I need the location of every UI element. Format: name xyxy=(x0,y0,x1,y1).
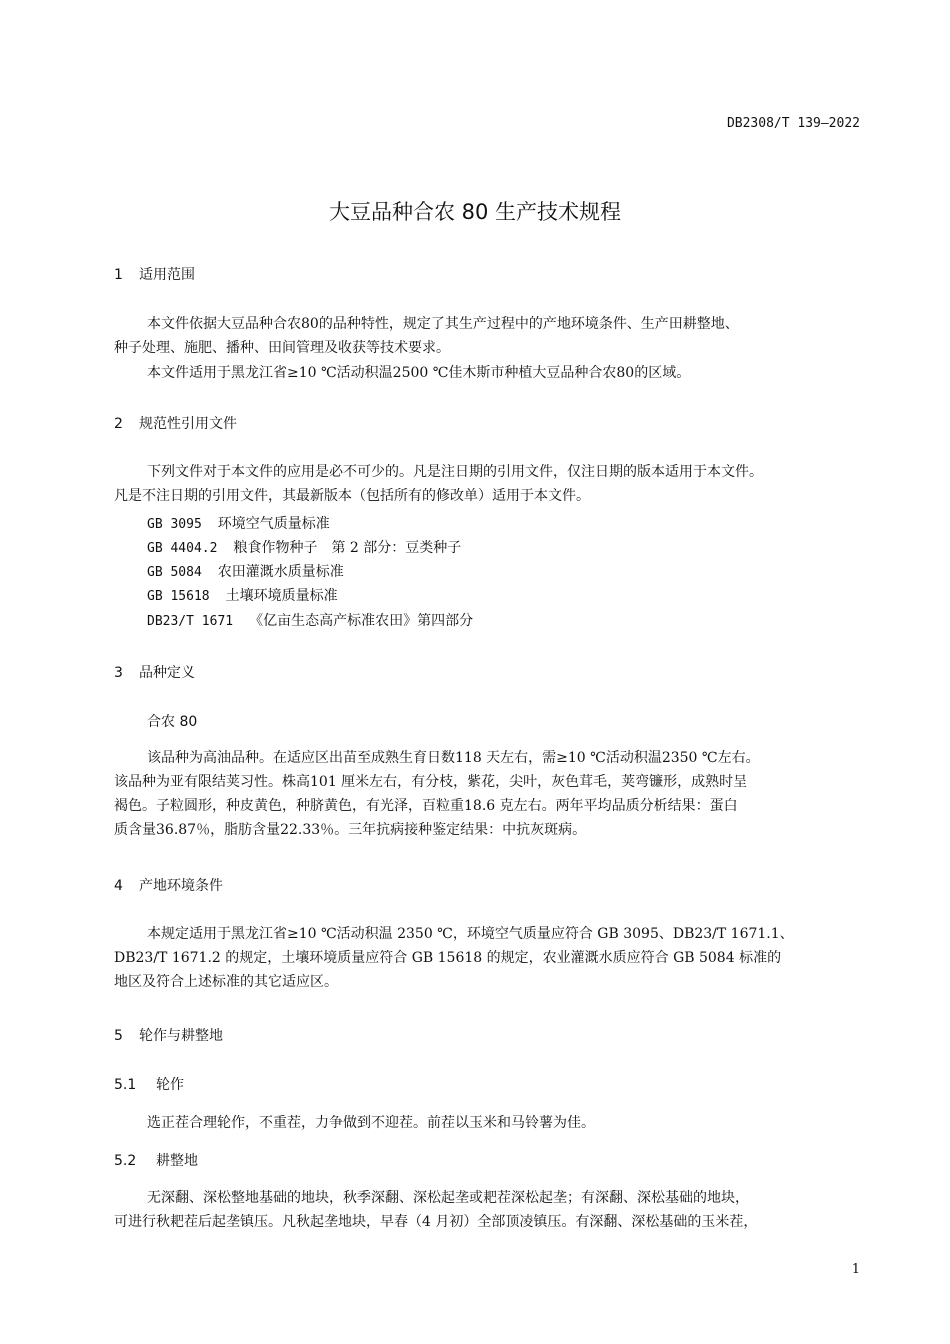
reference-name: 《亿亩生态高产标准农田》第四部分 xyxy=(249,613,474,629)
paragraph-line: 质含量36.87％，脂肪含量22.33％。三年抗病接种鉴定结果：中抗灰斑病。 xyxy=(114,822,587,838)
reference-item xyxy=(147,610,473,630)
reference-item xyxy=(147,585,338,605)
section-number: 5.1 xyxy=(114,1077,137,1093)
section-2-heading xyxy=(114,413,237,433)
reference-item xyxy=(147,537,461,557)
paragraph-line: 无深翻、深松整地基础的地块，秋季深翻、深松起垄或耙茬深松起垄；有深翻、深松基础的地块， xyxy=(147,1190,749,1206)
section-4-paragraph xyxy=(114,922,860,994)
page-number: 1 xyxy=(851,1262,860,1277)
reference-item xyxy=(147,513,330,533)
paragraph-line: 该品种为高油品种。在适应区出苗至成熟生育日数118 天左右，需≥10 ℃活动积温2350 ℃左右。 xyxy=(147,750,760,766)
paragraph-line: 本文件依据大豆品种合农80的品种特性，规定了其生产过程中的产地环境条件、生产田耕整地、 xyxy=(147,316,739,332)
reference-item xyxy=(147,561,344,581)
section-3-heading xyxy=(114,662,195,682)
paragraph-line: 褐色。子粒圆形，种皮黄色，种脐黄色，有光泽，百粒重18.6 克左右。两年平均品质分析结果：蛋白 xyxy=(114,798,738,814)
section-title: 轮作与耕整地 xyxy=(139,1028,223,1044)
reference-code: GB 15618 xyxy=(147,589,210,604)
reference-code: DB23/T 1671 xyxy=(147,614,234,629)
section-title: 耕整地 xyxy=(156,1153,198,1169)
section-number: 5.2 xyxy=(114,1153,137,1169)
section-1-paragraph-1 xyxy=(114,312,860,360)
section-1-paragraph-2: 本文件适用于黑龙江省≥10 ℃活动积温2500 ℃佳木斯市种植大豆品种合农80的区域。 xyxy=(147,365,691,381)
section-1-heading xyxy=(114,264,195,284)
section-2-paragraph-1 xyxy=(114,460,860,508)
section-title: 品种定义 xyxy=(139,665,195,681)
section-4-heading xyxy=(114,875,223,895)
paragraph-line: DB23/T 1671.2 的规定，土壤环境质量应符合 GB 15618 的规定，农业灌溉水质应符合 GB 5084 标准的 xyxy=(114,950,782,966)
paragraph-line: 本规定适用于黑龙江省≥10 ℃活动积温 2350 ℃，环境空气质量应符合 GB 3095、DB23/T 1671.1、 xyxy=(147,926,794,942)
reference-name: 农田灌溉水质量标准 xyxy=(217,564,344,580)
section-title: 轮作 xyxy=(156,1077,184,1093)
section-number: 2 xyxy=(114,416,123,432)
section-number: 4 xyxy=(114,878,123,894)
section-5-heading xyxy=(114,1025,223,1045)
section-3-paragraph xyxy=(114,746,860,842)
paragraph-line: 地区及符合上述标准的其它适应区。 xyxy=(114,974,338,990)
section-title: 规范性引用文件 xyxy=(139,416,237,432)
section-5-2-paragraph xyxy=(114,1186,860,1234)
standard-code: DB2308/T 139—2022 xyxy=(726,116,860,131)
reference-name: 环境空气质量标准 xyxy=(217,516,330,532)
variety-term: 合农 80 xyxy=(147,714,198,730)
section-5-2-heading xyxy=(114,1150,198,1170)
section-5-1-heading xyxy=(114,1074,184,1094)
paragraph-line: 下列文件对于本文件的应用是必不可少的。凡是注日期的引用文件，仅注日期的版本适用于本文件。 xyxy=(147,464,763,480)
paragraph-line: 可进行秋耙茬后起垄镇压。凡秋起垄地块，早春（4 月初）全部顶凌镇压。有深翻、深松基础的玉米茬， xyxy=(114,1214,758,1230)
paragraph-line: 该品种为亚有限结荚习性。株高101 厘米左右，有分枝，紫花，尖叶，灰色茸毛，荚弯镰形，成熟时呈 xyxy=(114,774,748,790)
section-title: 适用范围 xyxy=(139,267,195,283)
section-title: 产地环境条件 xyxy=(139,878,223,894)
section-5-1-paragraph: 选正茬合理轮作，不重茬，力争做到不迎茬。前茬以玉米和马铃薯为佳。 xyxy=(147,1115,595,1131)
paragraph-line: 种子处理、施肥、播种、田间管理及收获等技术要求。 xyxy=(114,340,450,356)
reference-code: GB 3095 xyxy=(147,517,202,532)
reference-code: GB 5084 xyxy=(147,565,202,580)
section-number: 3 xyxy=(114,665,123,681)
reference-name: 粮食作物种子 第 2 部分：豆类种子 xyxy=(233,540,462,556)
reference-name: 土壤环境质量标准 xyxy=(225,588,338,604)
reference-code: GB 4404.2 xyxy=(147,541,218,556)
document-title: 大豆品种合农 80 生产技术规程 xyxy=(328,200,622,224)
paragraph-line: 凡是不注日期的引用文件，其最新版本（包括所有的修改单）适用于本文件。 xyxy=(114,488,590,504)
section-number: 1 xyxy=(114,267,123,283)
section-number: 5 xyxy=(114,1028,123,1044)
